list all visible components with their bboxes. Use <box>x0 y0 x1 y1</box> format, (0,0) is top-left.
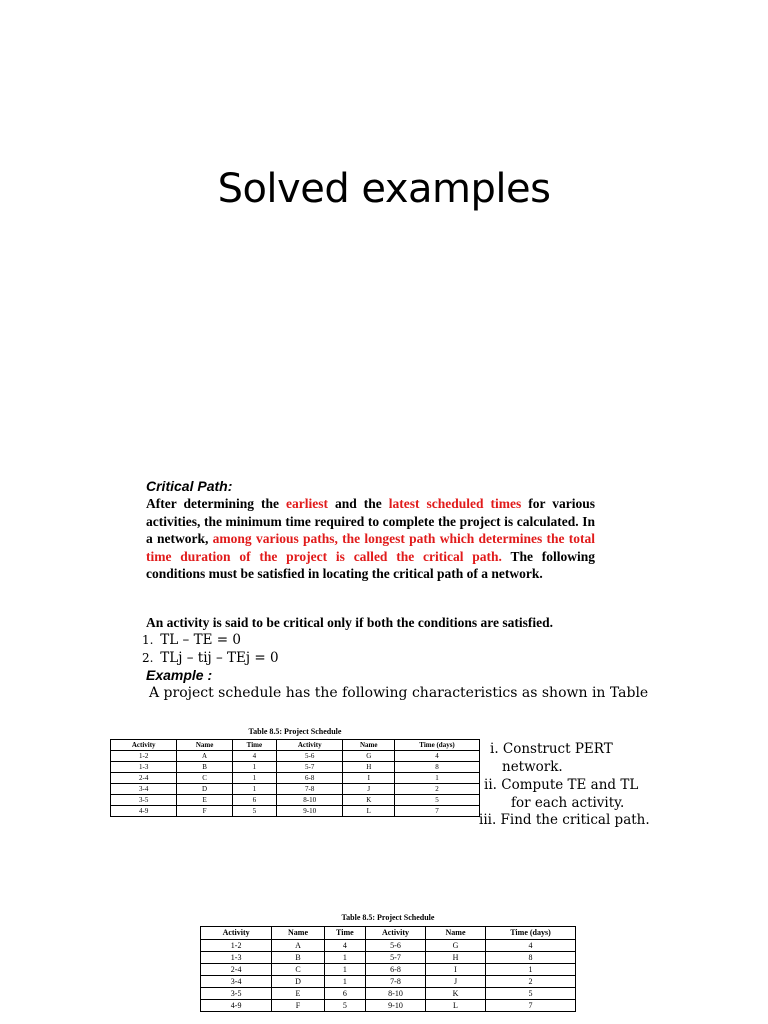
question-1 <box>490 741 613 776</box>
table-header-row <box>201 927 576 940</box>
table-cell: C <box>272 964 325 976</box>
table-cell: 7 <box>486 1000 576 1012</box>
para-text: The following conditions must be satisfied in locating the critical path of a network. <box>146 548 595 581</box>
table-cell: 4 <box>486 940 576 952</box>
condition-number: 2. <box>142 651 154 665</box>
table-cell: A <box>272 940 325 952</box>
table-cell: 8 <box>486 952 576 964</box>
table-cell: 1 <box>324 952 365 964</box>
col-header: Name <box>177 740 232 751</box>
table-cell: 4 <box>324 940 365 952</box>
col-header: Time <box>232 740 276 751</box>
table-cell: A <box>177 751 232 762</box>
table-cell: 6 <box>232 795 276 806</box>
question-2 <box>484 777 638 812</box>
col-header: Activity <box>366 927 426 940</box>
table-cell: 5 <box>486 988 576 1000</box>
table-cell: 9-10 <box>277 806 343 817</box>
table-cell: 3-5 <box>201 988 272 1000</box>
col-header: Time <box>324 927 365 940</box>
table-row <box>201 940 576 952</box>
table-cell: H <box>343 762 395 773</box>
table-cell: 4 <box>232 751 276 762</box>
table-cell: 4-9 <box>201 1000 272 1012</box>
table-cell: L <box>343 806 395 817</box>
table-cell: 5-6 <box>366 940 426 952</box>
table-header-row <box>111 740 480 751</box>
para-highlight-earliest: earliest <box>285 496 328 511</box>
table-cell: 9-10 <box>366 1000 426 1012</box>
slide-title: Solved examples <box>217 166 551 212</box>
table-cell: D <box>177 784 232 795</box>
condition-2 <box>142 650 279 666</box>
para-text: and the <box>327 496 389 511</box>
schedule-table <box>110 739 480 817</box>
para-text: for various activities, the minimum time required to complete the project is calculated. In a network, <box>146 496 596 546</box>
table-row <box>111 795 480 806</box>
condition-text: TL – TE = 0 <box>160 632 241 648</box>
table-cell: 6-8 <box>366 964 426 976</box>
table-cell: J <box>343 784 395 795</box>
table-cell: G <box>426 940 486 952</box>
table-cell: 3-5 <box>111 795 177 806</box>
para-highlight-latest: latest scheduled times <box>388 496 522 511</box>
question-text-cont: for each activity. <box>511 794 625 811</box>
col-header: Time (days) <box>486 927 576 940</box>
col-header: Activity <box>201 927 272 940</box>
table-cell: 8-10 <box>277 795 343 806</box>
table-cell: 7 <box>395 806 480 817</box>
table-cell: 1 <box>324 976 365 988</box>
table-cell: 1-2 <box>201 940 272 952</box>
table-cell: 7-8 <box>366 976 426 988</box>
col-header: Name <box>426 927 486 940</box>
table-cell: 1-2 <box>111 751 177 762</box>
col-header: Name <box>272 927 325 940</box>
example-heading: Example : <box>146 667 213 683</box>
question-number: ii. <box>484 777 497 793</box>
table-cell: 5 <box>232 806 276 817</box>
condition-text: TLj – tij – TEj = 0 <box>160 650 279 666</box>
table-cell: L <box>426 1000 486 1012</box>
table-cell: 8 <box>395 762 480 773</box>
table-row <box>111 762 480 773</box>
table-cell: K <box>426 988 486 1000</box>
table-cell: 5-7 <box>366 952 426 964</box>
table-cell: D <box>272 976 325 988</box>
table-cell: 2 <box>486 976 576 988</box>
table-cell: I <box>343 773 395 784</box>
table-row <box>201 976 576 988</box>
table-cell: 4-9 <box>111 806 177 817</box>
table-cell: E <box>177 795 232 806</box>
table-cell: 5 <box>324 1000 365 1012</box>
schedule-table <box>200 926 576 1012</box>
question-number: i. <box>490 741 499 757</box>
example-text: A project schedule has the following characteristics as shown in Table <box>149 685 649 701</box>
col-header: Activity <box>277 740 343 751</box>
table-cell: 1 <box>486 964 576 976</box>
table-cell: G <box>343 751 395 762</box>
col-header: Name <box>343 740 395 751</box>
table-cell: 1 <box>232 762 276 773</box>
table-cell: 1 <box>324 964 365 976</box>
table-row <box>201 964 576 976</box>
table-cell: 1 <box>232 784 276 795</box>
col-header: Time (days) <box>395 740 480 751</box>
table-cell: 7-8 <box>277 784 343 795</box>
table-cell: 2-4 <box>111 773 177 784</box>
table-cell: B <box>272 952 325 964</box>
question-3 <box>479 812 650 830</box>
table-row <box>111 806 480 817</box>
table-cell: 5 <box>395 795 480 806</box>
table-cell: C <box>177 773 232 784</box>
table-cell: F <box>177 806 232 817</box>
question-text: Find the critical path. <box>500 812 650 828</box>
critical-path-heading: Critical Path: <box>146 478 233 494</box>
table-row <box>201 988 576 1000</box>
table-cell: H <box>426 952 486 964</box>
table-cell: 2-4 <box>201 964 272 976</box>
table-row <box>111 751 480 762</box>
table-cell: 6-8 <box>277 773 343 784</box>
table-cell: E <box>272 988 325 1000</box>
table-cell: J <box>426 976 486 988</box>
table-cell: K <box>343 795 395 806</box>
table-cell: 5-7 <box>277 762 343 773</box>
question-text: Construct PERT <box>502 741 613 757</box>
table-row <box>111 773 480 784</box>
para-text: After determining the <box>146 496 286 511</box>
table-cell: B <box>177 762 232 773</box>
table-caption: Table 8.5: Project Schedule <box>341 913 435 922</box>
condition-1 <box>142 632 241 648</box>
critical-path-paragraph <box>146 495 595 583</box>
table-row <box>201 952 576 964</box>
table-cell: 5-6 <box>277 751 343 762</box>
table-cell: 1 <box>232 773 276 784</box>
table-cell: F <box>272 1000 325 1012</box>
question-text: Compute TE and TL <box>501 777 639 793</box>
table-row <box>201 1000 576 1012</box>
col-header: Activity <box>111 740 177 751</box>
table-cell: 4 <box>395 751 480 762</box>
para-highlight-longest-path: among various paths, the longest path which determines the total time duration of the project is called the critical path. <box>146 531 595 564</box>
table-cell: 1 <box>395 773 480 784</box>
table-cell: 6 <box>324 988 365 1000</box>
question-text-cont: network. <box>502 758 563 775</box>
table-cell: I <box>426 964 486 976</box>
table-caption: Table 8.5: Project Schedule <box>248 727 342 736</box>
conditions-intro: An activity is said to be critical only if both the conditions are satisfied. <box>146 615 553 630</box>
table-cell: 8-10 <box>366 988 426 1000</box>
condition-number: 1. <box>142 633 154 647</box>
table-cell: 3-4 <box>201 976 272 988</box>
table-cell: 1-3 <box>201 952 272 964</box>
question-number: iii. <box>479 812 497 828</box>
table-row <box>111 784 480 795</box>
table-cell: 3-4 <box>111 784 177 795</box>
table-cell: 1-3 <box>111 762 177 773</box>
table-cell: 2 <box>395 784 480 795</box>
